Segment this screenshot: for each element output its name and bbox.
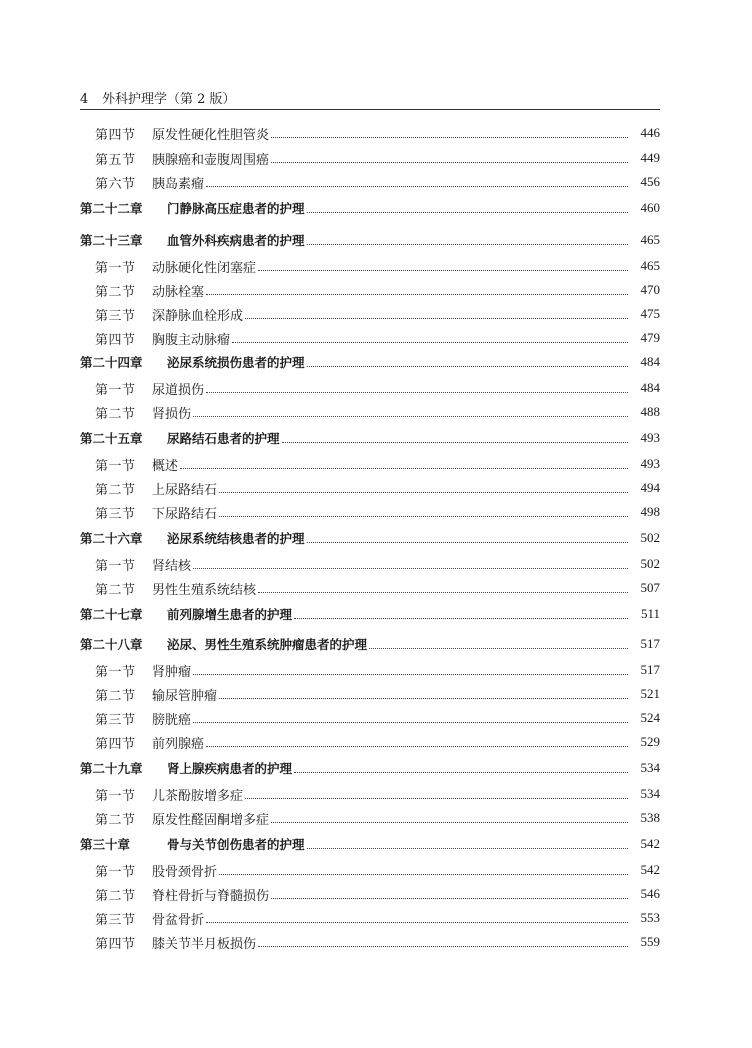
section-number: 第四节: [95, 736, 136, 752]
page-ref: 538: [640, 810, 660, 825]
page-ref: 542: [640, 836, 660, 851]
page-ref: 559: [640, 934, 660, 949]
page-ref: 488: [640, 404, 660, 419]
dot-leader: [271, 162, 628, 163]
section-title: 肾损伤: [152, 406, 192, 422]
section-title: 胰岛素瘤: [152, 176, 205, 192]
chapter-number: 第二十七章: [80, 607, 143, 622]
dot-leader: [206, 294, 628, 295]
toc-section-entry: [0, 554, 752, 574]
toc-section-entry: [0, 402, 752, 422]
toc-chapter-entry: [0, 634, 752, 654]
chapter-number: 第二十三章: [80, 233, 143, 248]
dot-leader: [294, 772, 628, 773]
page-ref: 534: [640, 760, 660, 775]
dot-leader: [206, 746, 628, 747]
section-number: 第三节: [95, 308, 136, 324]
dot-leader: [307, 848, 628, 849]
toc-section-entry: [0, 684, 752, 704]
book-title: 外科护理学（第 2 版）: [102, 92, 236, 107]
chapter-title: 前列腺增生患者的护理: [167, 607, 293, 622]
toc-chapter-entry: [0, 198, 752, 218]
toc-section-entry: [0, 732, 752, 752]
dot-leader: [219, 492, 628, 493]
section-number: 第一节: [95, 558, 136, 574]
section-number: 第五节: [95, 152, 136, 168]
toc-chapter-entry: [0, 758, 752, 778]
page-ref: 511: [640, 606, 660, 621]
chapter-title: 骨与关节创伤患者的护理: [167, 837, 305, 852]
toc-chapter-entry: [0, 428, 752, 448]
toc-chapter-entry: [0, 604, 752, 624]
chapter-number: 第二十二章: [80, 201, 143, 216]
page-ref: 449: [640, 150, 660, 165]
section-title: 胸腹主动脉瘤: [152, 332, 231, 348]
section-title: 深静脉血栓形成: [152, 308, 244, 324]
dot-leader: [307, 542, 628, 543]
dot-leader: [258, 592, 628, 593]
dot-leader: [271, 822, 628, 823]
section-title: 动脉硬化性闭塞症: [152, 260, 257, 276]
dot-leader: [294, 618, 628, 619]
page-ref: 498: [640, 504, 660, 519]
section-title: 概述: [152, 458, 179, 474]
dot-leader: [307, 366, 628, 367]
section-number: 第四节: [95, 332, 136, 348]
section-title: 儿茶酚胺增多症: [152, 788, 244, 804]
chapter-number: 第三十章: [80, 837, 131, 852]
toc-section-entry: [0, 578, 752, 598]
section-number: 第二节: [95, 582, 136, 598]
section-number: 第二节: [95, 688, 136, 704]
section-number: 第二节: [95, 482, 136, 498]
page-ref: 493: [640, 456, 660, 471]
dot-leader: [245, 798, 628, 799]
page-ref: 493: [640, 430, 660, 445]
chapter-number: 第二十四章: [80, 355, 143, 370]
toc-section-entry: [0, 256, 752, 276]
page-ref: 546: [640, 886, 660, 901]
dot-leader: [180, 468, 628, 469]
page-ref: 517: [640, 636, 660, 651]
chapter-number: 第二十五章: [80, 431, 143, 446]
section-number: 第一节: [95, 864, 136, 880]
section-number: 第三节: [95, 712, 136, 728]
chapter-title: 泌尿、男性生殖系统肿瘤患者的护理: [167, 637, 368, 652]
toc-section-entry: [0, 932, 752, 952]
section-title: 脊柱骨折与脊髓损伤: [152, 888, 270, 904]
toc-chapter-entry: [0, 528, 752, 548]
dot-leader: [232, 342, 628, 343]
chapter-title: 泌尿系统结核患者的护理: [167, 531, 305, 546]
toc-section-entry: [0, 860, 752, 880]
dot-leader: [206, 392, 628, 393]
toc-section-entry: [0, 502, 752, 522]
section-title: 下尿路结石: [152, 506, 218, 522]
page-ref: 470: [640, 282, 660, 297]
page-ref: 542: [640, 862, 660, 877]
toc-section-entry: [0, 123, 752, 143]
page-ref: 446: [640, 125, 660, 140]
dot-leader: [193, 674, 628, 675]
section-number: 第二节: [95, 406, 136, 422]
dot-leader: [258, 270, 628, 271]
section-number: 第三节: [95, 506, 136, 522]
dot-leader: [219, 516, 628, 517]
page-ref: 456: [640, 174, 660, 189]
page-ref: 529: [640, 734, 660, 749]
dot-leader: [193, 416, 628, 417]
toc-section-entry: [0, 478, 752, 498]
section-number: 第六节: [95, 176, 136, 192]
dot-leader: [206, 922, 628, 923]
dot-leader: [271, 898, 628, 899]
section-title: 肾结核: [152, 558, 192, 574]
dot-leader: [307, 212, 628, 213]
page-number: 4: [80, 92, 89, 107]
section-title: 前列腺癌: [152, 736, 205, 752]
section-number: 第三节: [95, 912, 136, 928]
dot-leader: [206, 186, 628, 187]
toc-section-entry: [0, 378, 752, 398]
section-title: 原发性硬化性胆管炎: [152, 127, 270, 143]
page-ref: 502: [640, 530, 660, 545]
section-title: 上尿路结石: [152, 482, 218, 498]
chapter-number: 第二十八章: [80, 637, 143, 652]
dot-leader: [369, 648, 628, 649]
chapter-title: 尿路结石患者的护理: [167, 431, 280, 446]
toc-section-entry: [0, 784, 752, 804]
section-number: 第四节: [95, 936, 136, 952]
section-title: 动脉栓塞: [152, 284, 205, 300]
section-title: 输尿管肿瘤: [152, 688, 218, 704]
page-ref: 502: [640, 556, 660, 571]
toc-chapter-entry: [0, 834, 752, 854]
page-ref: 521: [640, 686, 660, 701]
section-number: 第一节: [95, 664, 136, 680]
section-number: 第一节: [95, 788, 136, 804]
chapter-number: 第二十九章: [80, 761, 143, 776]
toc-section-entry: [0, 328, 752, 348]
section-title: 膀胱癌: [152, 712, 192, 728]
section-number: 第一节: [95, 458, 136, 474]
section-title: 股骨颈骨折: [152, 864, 218, 880]
toc-section-entry: [0, 172, 752, 192]
toc-section-entry: [0, 454, 752, 474]
section-number: 第二节: [95, 284, 136, 300]
dot-leader: [258, 946, 628, 947]
page-ref: 475: [640, 306, 660, 321]
chapter-title: 血管外科疾病患者的护理: [167, 233, 305, 248]
section-number: 第一节: [95, 260, 136, 276]
page-ref: 494: [640, 480, 660, 495]
page-ref: 479: [640, 330, 660, 345]
page-ref: 484: [640, 354, 660, 369]
toc-section-entry: [0, 808, 752, 828]
section-title: 男性生殖系统结核: [152, 582, 257, 598]
dot-leader: [219, 698, 628, 699]
dot-leader: [219, 874, 628, 875]
toc-section-entry: [0, 708, 752, 728]
page-ref: 484: [640, 380, 660, 395]
section-title: 尿道损伤: [152, 382, 205, 398]
section-title: 膝关节半月板损伤: [152, 936, 257, 952]
dot-leader: [193, 722, 628, 723]
toc-chapter-entry: [0, 352, 752, 372]
page-ref: 517: [640, 662, 660, 677]
section-title: 胰腺癌和壶腹周围癌: [152, 152, 270, 168]
toc-section-entry: [0, 304, 752, 324]
chapter-title: 肾上腺疾病患者的护理: [167, 761, 293, 776]
dot-leader: [271, 137, 628, 138]
toc-chapter-entry: [0, 230, 752, 250]
section-number: 第一节: [95, 382, 136, 398]
section-title: 骨盆骨折: [152, 912, 205, 928]
toc-section-entry: [0, 148, 752, 168]
chapter-number: 第二十六章: [80, 531, 143, 546]
page-ref: 460: [640, 200, 660, 215]
page-ref: 553: [640, 910, 660, 925]
dot-leader: [193, 568, 628, 569]
section-title: 原发性醛固酮增多症: [152, 812, 270, 828]
page-ref: 465: [640, 258, 660, 273]
toc-section-entry: [0, 280, 752, 300]
toc-section-entry: [0, 884, 752, 904]
page-ref: 534: [640, 786, 660, 801]
chapter-title: 泌尿系统损伤患者的护理: [167, 355, 305, 370]
section-title: 肾肿瘤: [152, 664, 192, 680]
toc-section-entry: [0, 660, 752, 680]
dot-leader: [282, 442, 628, 443]
dot-leader: [307, 244, 628, 245]
section-number: 第二节: [95, 812, 136, 828]
page-ref: 507: [640, 580, 660, 595]
page-ref: 465: [640, 232, 660, 247]
toc-section-entry: [0, 908, 752, 928]
section-number: 第四节: [95, 127, 136, 143]
section-number: 第二节: [95, 888, 136, 904]
chapter-title: 门静脉高压症患者的护理: [167, 201, 305, 216]
page-ref: 524: [640, 710, 660, 725]
dot-leader: [245, 318, 628, 319]
